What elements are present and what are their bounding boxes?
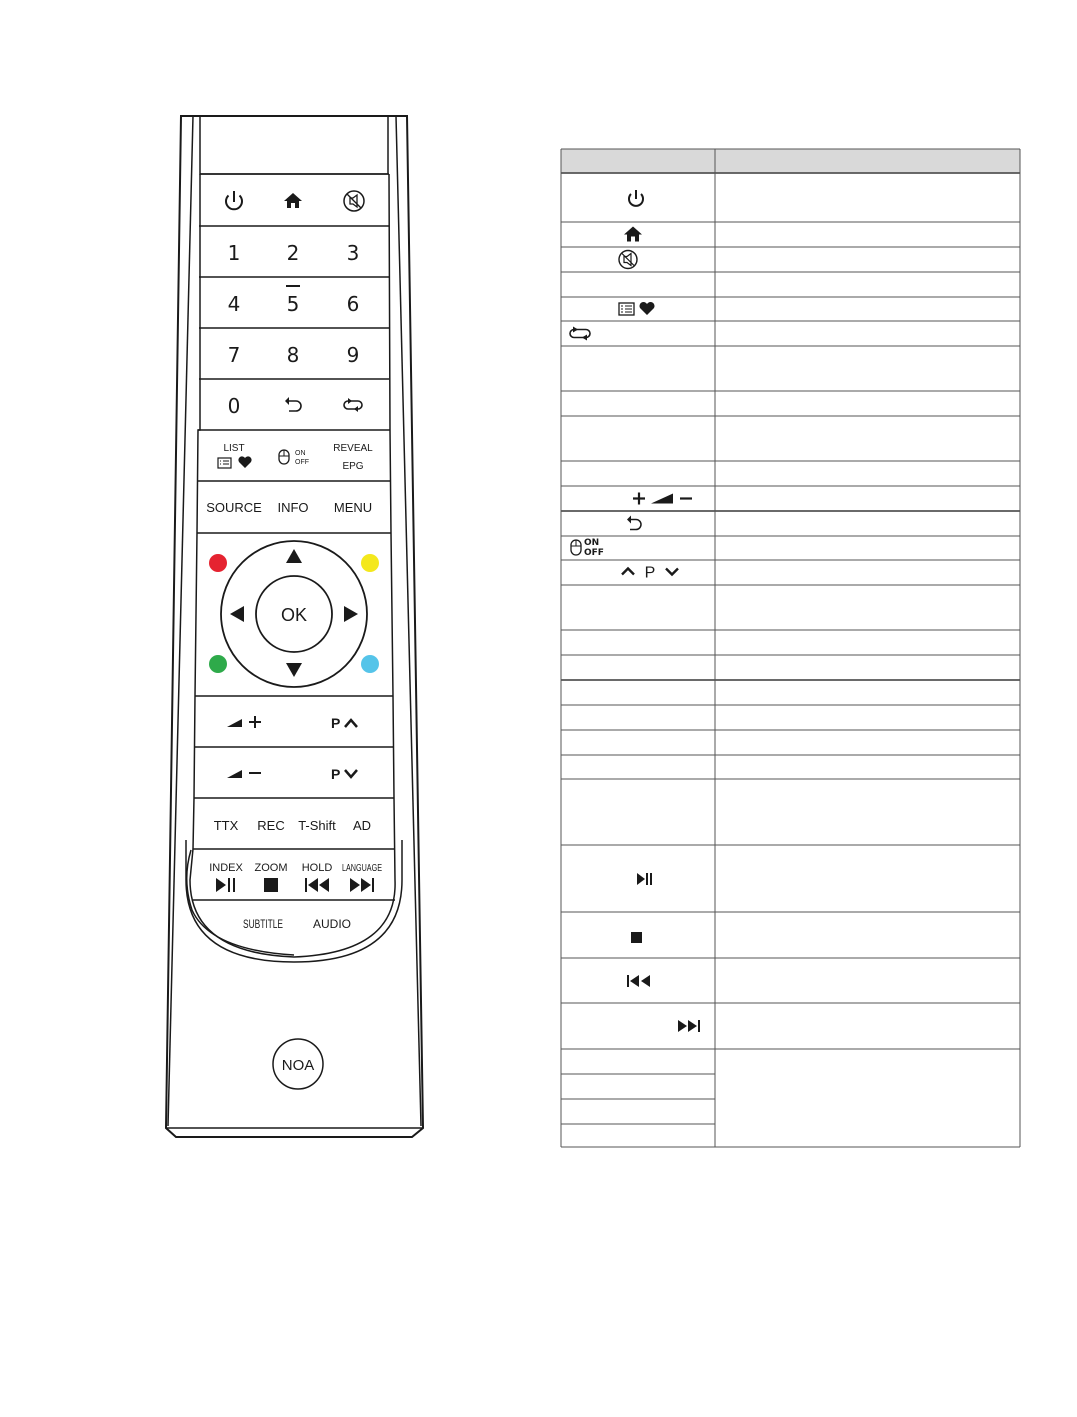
previous-icon <box>305 878 329 892</box>
tshift-button[interactable]: T-Shift <box>298 818 336 833</box>
key-1[interactable]: 1 <box>227 241 241 265</box>
next-icon <box>350 878 374 892</box>
play-pause-icon <box>637 873 652 885</box>
source-button[interactable]: SOURCE <box>206 500 262 515</box>
stop-icon <box>631 932 642 943</box>
key-0[interactable]: 0 <box>227 394 241 418</box>
key-5[interactable]: 5 <box>286 292 300 316</box>
list-label: LIST <box>223 443 245 454</box>
swap-icon <box>344 398 362 412</box>
mouse-on-off-icon <box>571 538 604 558</box>
chevron-down-icon <box>345 770 357 777</box>
blue-button[interactable] <box>361 655 379 673</box>
subtitle-button[interactable]: SUBTITLE <box>243 917 283 931</box>
zoom-stop-button[interactable] <box>255 862 288 892</box>
list-icon <box>218 458 231 468</box>
audio-button[interactable]: AUDIO <box>312 917 352 931</box>
ok-button[interactable] <box>256 576 332 652</box>
program-down-button[interactable] <box>331 766 357 782</box>
back-icon <box>285 397 301 411</box>
mouse-icon <box>279 450 289 464</box>
swap-button[interactable] <box>344 398 362 412</box>
next-icon <box>678 1020 700 1032</box>
ok-label: OK <box>280 605 308 625</box>
menu-button[interactable]: MENU <box>333 500 373 515</box>
list-favorite-icon <box>619 302 655 315</box>
index-label: INDEX <box>209 862 243 874</box>
red-button[interactable] <box>209 554 227 572</box>
key-2[interactable]: 2 <box>286 241 300 265</box>
chevron-up-icon <box>345 720 357 727</box>
home-icon <box>624 227 642 242</box>
key-8[interactable]: 8 <box>286 343 300 367</box>
key-3[interactable]: 3 <box>346 241 360 265</box>
mouse-off-label: OFF <box>295 459 309 466</box>
mute-button[interactable] <box>344 191 364 211</box>
mouse-on-label: ON <box>295 450 306 457</box>
reveal-epg-button[interactable] <box>333 443 373 472</box>
program-up-button[interactable] <box>331 715 357 731</box>
logo-text: NOA <box>281 1057 315 1074</box>
key-4[interactable]: 4 <box>227 292 241 316</box>
left-arrow-button[interactable] <box>230 606 244 622</box>
volume-icon <box>633 493 692 505</box>
yellow-button[interactable] <box>361 554 379 572</box>
right-arrow-button[interactable] <box>344 606 358 622</box>
program-p-text: P <box>644 564 656 582</box>
program-icon <box>622 565 678 582</box>
info-button[interactable]: INFO <box>277 500 309 515</box>
language-next-button[interactable] <box>342 863 382 892</box>
volume-up-button[interactable] <box>227 716 261 728</box>
navigation-pad <box>209 541 379 687</box>
back-button[interactable] <box>285 397 301 411</box>
remote-body <box>166 116 423 1137</box>
ad-button[interactable]: AD <box>352 818 372 833</box>
volume-down-button[interactable] <box>227 770 261 778</box>
up-arrow-button[interactable] <box>286 549 302 563</box>
language-label: LANGUAGE <box>342 863 383 874</box>
play-pause-icon <box>216 878 235 892</box>
key-9[interactable]: 9 <box>346 343 360 367</box>
table-header-row <box>561 149 1020 173</box>
down-arrow-button[interactable] <box>286 663 302 677</box>
key-7[interactable]: 7 <box>227 343 241 367</box>
power-icon <box>629 190 643 206</box>
key-6[interactable]: 6 <box>346 292 360 316</box>
green-button[interactable] <box>209 655 227 673</box>
noa-logo <box>273 1039 323 1089</box>
back-icon <box>627 516 641 530</box>
previous-icon <box>627 975 650 987</box>
mouse-on-off-button[interactable] <box>279 450 309 466</box>
program-up-label: P <box>331 715 341 731</box>
mouse-on-text: ON <box>584 538 600 548</box>
power-icon <box>226 191 242 209</box>
home-icon <box>284 193 302 208</box>
plus-icon <box>249 716 261 728</box>
reveal-label: REVEAL <box>333 443 373 454</box>
index-play-pause-button[interactable] <box>209 862 243 892</box>
mute-icon <box>619 251 637 269</box>
power-button[interactable] <box>226 191 242 209</box>
button-function-table <box>561 149 1020 1147</box>
volume-icon <box>227 719 242 727</box>
rec-button[interactable]: REC <box>257 818 285 833</box>
stop-icon <box>264 878 278 892</box>
zoom-label: ZOOM <box>254 862 288 874</box>
list-button[interactable] <box>218 443 252 468</box>
home-button[interactable] <box>284 193 302 208</box>
program-down-label: P <box>331 766 341 782</box>
mute-icon <box>344 191 364 211</box>
heart-icon <box>238 456 251 468</box>
swap-icon <box>570 327 590 341</box>
epg-label: EPG <box>342 461 364 472</box>
hold-label: HOLD <box>301 862 333 874</box>
hold-previous-button[interactable] <box>302 862 333 892</box>
volume-icon <box>227 770 242 778</box>
mouse-off-text: OFF <box>584 548 604 558</box>
number-keys <box>228 241 360 418</box>
ttx-button[interactable]: TTX <box>213 818 239 833</box>
